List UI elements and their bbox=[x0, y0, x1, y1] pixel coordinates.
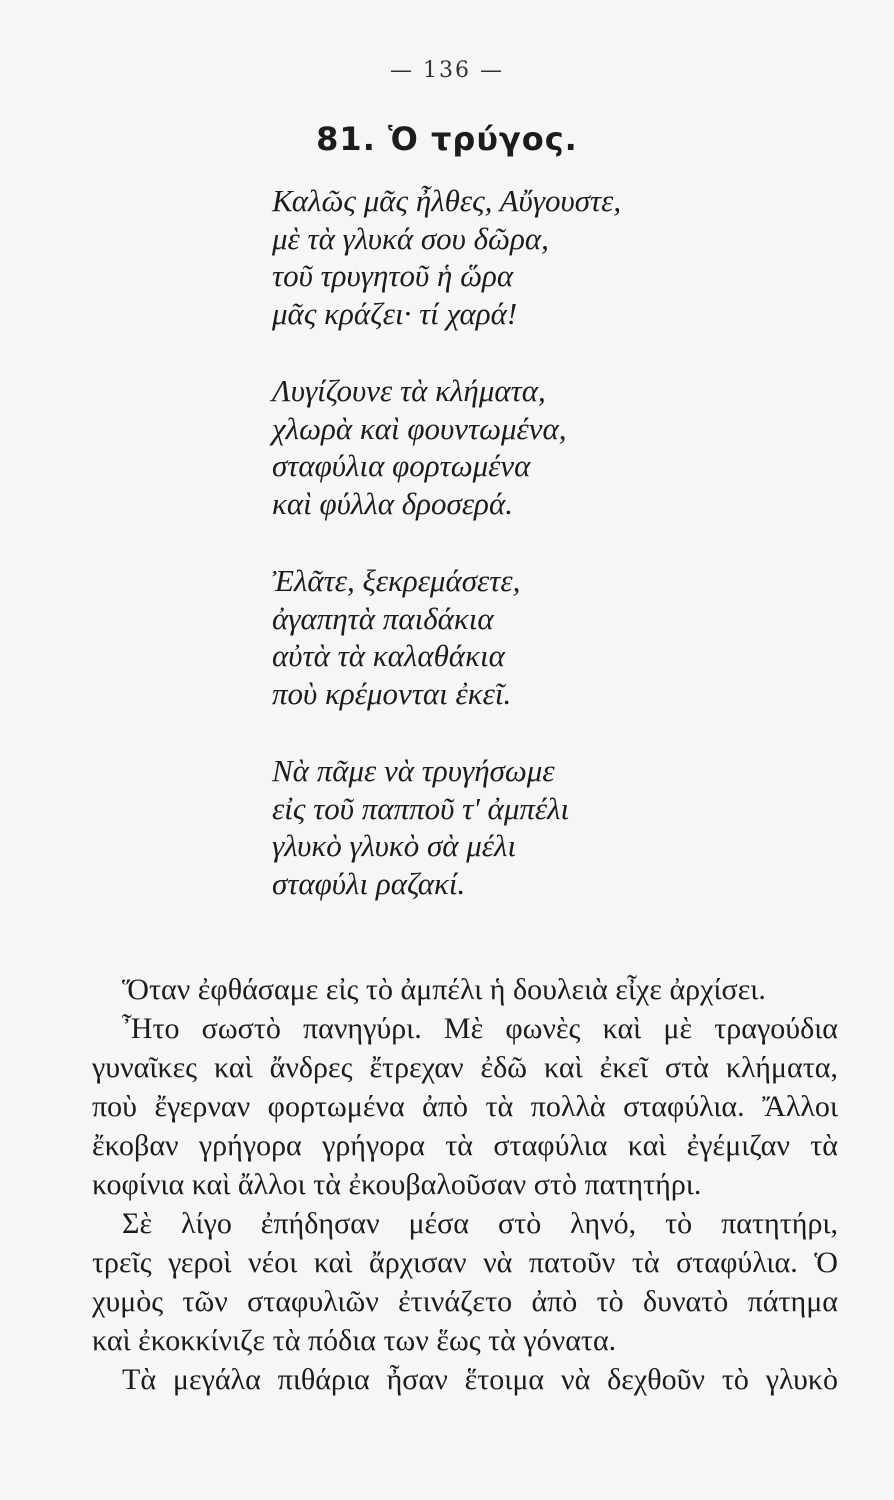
poem-line: Νὰ πᾶμε νὰ τρυγήσωμε bbox=[272, 753, 555, 788]
stanza-3 bbox=[272, 562, 832, 712]
prose-line: καὶ ἐκοκκίνιζε τὰ πόδια των ἕως τὰ γόνατα. bbox=[92, 1324, 617, 1357]
prose-line: χυμὸς τῶν σταφυλιῶν ἐτινάζετο ἀπὸ τὸ δυνατὸ πάτημα bbox=[92, 1285, 838, 1318]
poem-line: γλυκὸ γλυκὸ σὰ μέλι bbox=[272, 828, 517, 863]
prose-line: Τὰ μεγάλα πιθάρια ἦσαν ἕτοιμα νὰ δεχθοῦν τὸ γλυκὸ bbox=[122, 1363, 838, 1396]
page-number: — 136 — bbox=[390, 58, 504, 83]
prose-body bbox=[92, 970, 838, 1399]
poem-line: εἰς τοῦ παπποῦ τ' ἀμπέλι bbox=[272, 790, 570, 826]
paragraph-1 bbox=[92, 970, 838, 1009]
poem-line: Ἐλᾶτε, ξεκρεμάσετε, bbox=[272, 563, 521, 598]
prose-line: τρεῖς γεροὶ νέοι καὶ ἄρχισαν νὰ πατοῦν τὰ σταφύλια. Ὁ bbox=[92, 1246, 838, 1279]
paragraph-2 bbox=[92, 1009, 838, 1204]
poem-line: Καλῶς μᾶς ἦλθες, Αὔγουστε, bbox=[272, 183, 622, 218]
poem-line: σταφύλια φορτωμένα bbox=[272, 448, 531, 483]
stanza-4 bbox=[272, 752, 832, 902]
poem-line: χλωρὰ καὶ φουντωμένα, bbox=[272, 410, 567, 446]
prose-line: ποὺ ἔγερναν φορτωμένα ἀπὸ τὰ πολλὰ σταφύλια. Ἄλλοι bbox=[92, 1090, 838, 1123]
poem-line: μὲ τὰ γλυκά σου δῶρα, bbox=[272, 220, 549, 256]
poem bbox=[272, 182, 832, 942]
prose-line: Ἦτο σωστὸ πανηγύρι. Μὲ φωνὲς καὶ μὲ τραγούδια bbox=[122, 1012, 838, 1045]
stanza-1 bbox=[272, 182, 832, 332]
prose-line: γυναῖκες καὶ ἄνδρες ἔτρεχαν ἐδῶ καὶ ἐκεῖ στὰ κλήματα, bbox=[92, 1051, 838, 1084]
poem-line: μᾶς κράζει· τί χαρά! bbox=[272, 295, 518, 331]
poem-line: Λυγίζουνε τὰ κλήματα, bbox=[272, 373, 546, 408]
prose-line: κοφίνια καὶ ἄλλοι τὰ ἐκουβαλοῦσαν στὸ πατητήρι. bbox=[92, 1168, 702, 1201]
poem-line: ἀγαπητὰ παιδάκια bbox=[272, 600, 494, 636]
prose-line: Σὲ λίγο ἐπήδησαν μέσα στὸ ληνό, τὸ πατητήρι, bbox=[122, 1207, 838, 1240]
paragraph-3 bbox=[92, 1204, 838, 1360]
prose-line: ἔκοβαν γρήγορα γρήγορα τὰ σταφύλια καὶ ἐγέμιζαν τὰ bbox=[92, 1129, 838, 1162]
stanza-2 bbox=[272, 372, 832, 522]
prose-line: Ὅταν ἐφθάσαμε εἰς τὸ ἀμπέλι ἡ δουλειὰ εἶχε ἀρχίσει. bbox=[122, 973, 766, 1006]
poem-line: καὶ φύλλα δροσερά. bbox=[272, 485, 513, 521]
poem-line: τοῦ τρυγητοῦ ἡ ὥρα bbox=[272, 258, 514, 293]
paragraph-4 bbox=[92, 1360, 838, 1399]
poem-title: 81. Ὁ τρύγος. bbox=[316, 120, 578, 158]
poem-line: αὐτὰ τὰ καλαθάκια bbox=[272, 638, 505, 673]
poem-line: σταφύλι ραζακί. bbox=[272, 865, 466, 901]
poem-line: ποὺ κρέμονται ἐκεῖ. bbox=[272, 675, 512, 711]
